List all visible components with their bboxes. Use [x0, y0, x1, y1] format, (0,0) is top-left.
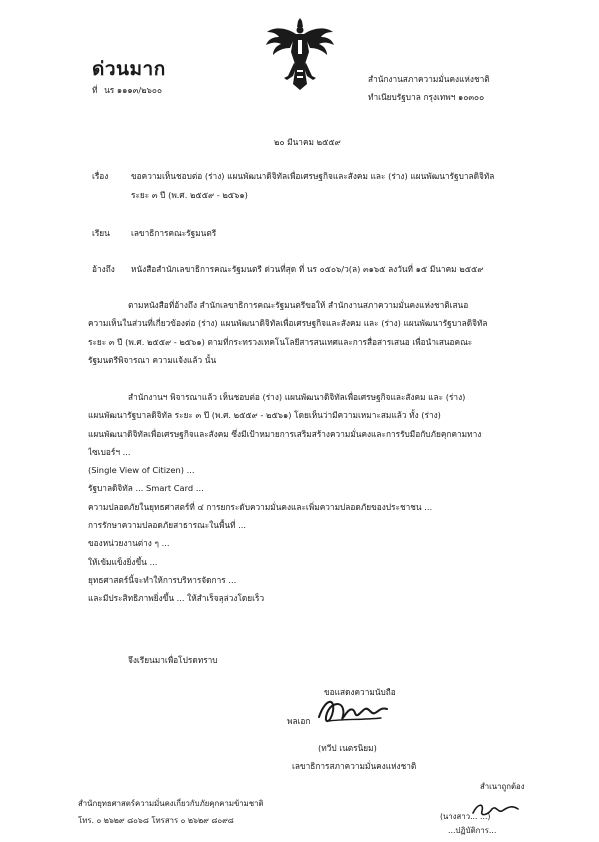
letter-date: ๒๐ มีนาคม ๒๕๕๙	[274, 137, 341, 147]
signer-name: (ทวีป เนตรนิยม)	[318, 743, 377, 753]
paragraph-line: ความปลอดภัยในยุทธศาสตร์ที่ ๔ การยกระดับความมั่นคงและเพิ่มความปลอดภัยของประชาชน ...	[88, 501, 433, 512]
reference-label: อ้างถึง	[92, 264, 115, 274]
signer-rank: พลเอก	[287, 716, 311, 726]
paragraph-line: ตามหนังสือที่อ้างถึง สำนักเลขาธิการคณะรัฐมนตรีขอให้ สำนักงานสภาความมั่นคงแห่งชาติเสนอ	[128, 300, 469, 310]
paragraph-line: การรักษาความปลอดภัยสาธารณะในพื้นที่ ...	[88, 520, 247, 531]
paragraph-line: ยุทธศาสตร์นี้จะทำให้การบริหารจัดการ ...	[88, 574, 237, 585]
garuda-emblem-icon	[263, 18, 337, 90]
handwritten-signature-icon	[315, 693, 391, 729]
recipient-value: เลขาธิการคณะรัฐมนตรี	[131, 228, 217, 238]
paragraph-line: แผนพัฒนาดิจิทัลเพื่อเศรษฐกิจและสังคม ซึ่งมีเป้าหมายการเสริมสร้างความมั่นคงและการรับมือกับภัยคุกคามทาง	[88, 428, 482, 439]
reference-value: หนังสือสำนักเลขาธิการคณะรัฐมนตรี ด่วนที่สุด ที่ นร ๐๕๐๖/ว(ล) ๓๑๖๕ ลงวันที่ ๑๕ มีนาคม ๒๕๕๙	[131, 264, 484, 274]
copy-signer: (นางสาว... ...)	[440, 812, 491, 821]
paragraph-line: ระยะ ๓ ปี (พ.ศ. ๒๕๕๙ - ๒๕๖๑) ตามที่กระทรวงเทคโนโลยีสารสนเทศและการสื่อสารเสนอ เพื่อนำเสนอคณะ	[88, 336, 473, 347]
agency-line2: ทำเนียบรัฐบาล กรุงเทพฯ ๑๐๓๐๐	[368, 92, 485, 102]
paragraph-line: ความเห็นในส่วนที่เกี่ยวข้องต่อ (ร่าง) แผนพัฒนาดิจิทัลเพื่อเศรษฐกิจและสังคม และ (ร่าง) แผนพัฒนารัฐบาลดิจิทัล	[88, 318, 488, 329]
agency-line1: สำนักงานสภาความมั่นคงแห่งชาติ	[368, 74, 490, 84]
closing-line: จึงเรียนมาเพื่อโปรดทราบ	[128, 655, 218, 665]
doc-number	[92, 81, 162, 99]
body-paragraph-1	[88, 296, 530, 369]
subject-line2: ระยะ ๓ ปี (พ.ศ. ๒๕๕๙ - ๒๕๖๑)	[131, 190, 248, 200]
recipient-label: เรียน	[92, 228, 110, 238]
paragraph-line: ให้เข้มแข็งยิ่งขึ้น ...	[88, 556, 158, 567]
copy-signer-title: ...ปฏิบัติการ...	[448, 826, 497, 835]
doc-number-label: ที่	[92, 85, 98, 95]
paragraph-line: (Single View of Citizen) ...	[88, 465, 195, 476]
respect-line: ขอแสดงความนับถือ	[324, 687, 396, 697]
paragraph-line: ไซเบอร์ฯ ...	[88, 446, 131, 457]
paragraph-line: แผนพัฒนารัฐบาลดิจิทัล ระยะ ๓ ปี (พ.ศ. ๒๕๕๙ - ๒๕๖๑) โดยเห็นว่ามีความเหมาะสมแล้ว ทั้ง (ร่าง)	[88, 410, 441, 421]
body-paragraph-2	[88, 388, 530, 608]
footer-contact: โทร. ๐ ๒๖๒๙ ๘๐๖๘ โทรสาร ๐ ๒๖๒๙ ๘๐๙๘	[78, 816, 234, 825]
urgency-label: ด่วนมาก	[92, 58, 166, 80]
subject-line1: ขอความเห็นชอบต่อ (ร่าง) แผนพัฒนาดิจิทัลเพื่อเศรษฐกิจและสังคม และ (ร่าง) แผนพัฒนารัฐบาลดิจิทัล	[131, 171, 495, 181]
doc-number-value: นร ๑๑๑๓/๒๖๐๐	[104, 85, 163, 95]
paragraph-line: สำนักงานฯ พิจารณาแล้ว เห็นชอบต่อ (ร่าง) แผนพัฒนาดิจิทัลเพื่อเศรษฐกิจและสังคม และ (ร่าง)	[128, 392, 466, 402]
paragraph-line: ของหน่วยงานต่าง ๆ ...	[88, 538, 170, 549]
paragraph-line: รัฐมนตรีพิจารณา ความแจ้งแล้ว นั้น	[88, 354, 217, 365]
subject-label: เรื่อง	[92, 171, 109, 181]
paragraph-line: รัฐบาลดิจิทัล ... Smart Card ...	[88, 483, 204, 494]
signer-position: เลขาธิการสภาความมั่นคงแห่งชาติ	[292, 761, 417, 771]
copy-certified-note: สำเนาถูกต้อง	[480, 782, 525, 791]
footer-office: สำนักยุทธศาสตร์ความมั่นคงเกี่ยวกับภัยคุกคามข้ามชาติ	[78, 799, 264, 808]
paragraph-line: และมีประสิทธิภาพยิ่งขึ้น ... ให้สำเร็จลุล่วงโดยเร็ว	[88, 593, 265, 604]
